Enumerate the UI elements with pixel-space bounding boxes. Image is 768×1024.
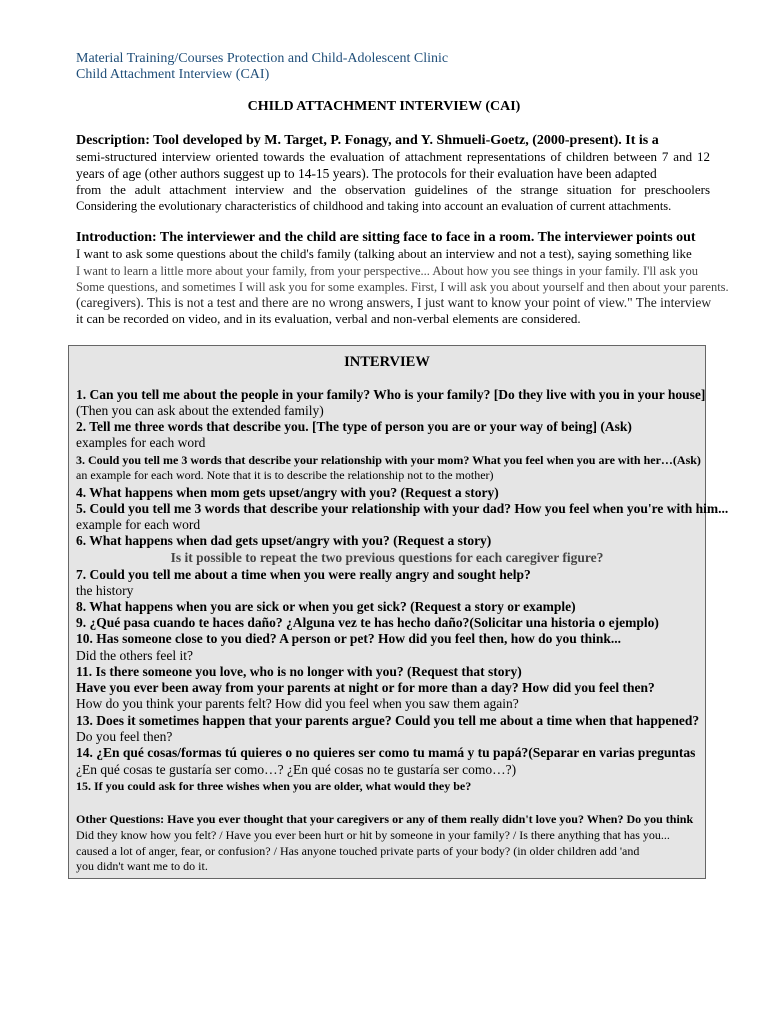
interview-question: 13. Does it sometimes happen that your parents argue? Could you tell me about a time when that happened? [76,713,700,728]
introduction-line: I want to learn a little more about your family, from your perspective... About how you see things in your family. I'll ask you [76,263,699,278]
other-questions-line: you didn't want me to do it. [76,859,208,873]
interview-question: 10. Has someone close to you died? A person or pet? How did you feel then, how do you think... [76,631,622,646]
introduction-line: Some questions, and sometimes I will ask you for some examples. First, I will ask you about yourself and then about your parents. [76,279,729,294]
interview-note: Do you feel then? [76,729,173,744]
description-line: semi-structured interview oriented towards the evaluation of attachment representations of children between 7 and 12 [76,149,710,165]
interview-question: 14. ¿En qué cosas/formas tú quieres o no quieres ser como tu mamá y tu papá?(Separar en varias preguntas [76,745,696,760]
document-title: CHILD ATTACHMENT INTERVIEW (CAI) [247,99,521,114]
interview-question: 1. Can you tell me about the people in your family? Who is your family? [Do they live with you in your house] [76,387,706,402]
interview-question: 7. Could you tell me about a time when you were really angry and sought help? [76,567,531,582]
interview-question: 6. What happens when dad gets upset/angry with you? (Request a story) [76,533,492,548]
interview-question: 11. Is there someone you love, who is no longer with you? (Request that story) [76,664,522,679]
description-line: from the adult attachment interview and the observation guidelines of the strange situation for preschoolers [76,181,710,197]
header-line-1: Material Training/Courses Protection and Child-Adolescent Clinic [76,51,449,66]
introduction-line: (caregivers). This is not a test and there are no wrong answers, I just want to know your point of view." The interview [76,295,712,311]
description-line: years of age (other authors suggest up to 14-15 years). The protocols for their evaluation have been adapted [76,165,657,181]
interview-question: 15. If you could ask for three wishes when you are older, what would they be? [76,779,472,793]
interview-question: 2. Tell me three words that describe you. [The type of person you are or your way of being] (Ask) [76,419,632,434]
interview-repeat-note: Is it possible to repeat the two previous questions for each caregiver figure? [170,550,604,565]
interview-question: 9. ¿Qué pasa cuando te haces daño? ¿Alguna vez te has hecho daño?(Solicitar una historia o ejemplo) [76,615,659,630]
other-questions-line: Did they know how you felt? / Have you ever been hurt or hit by someone in your family? / Is there anything that has you... [76,828,670,842]
interview-box [68,345,729,879]
introduction-line: I want to ask some questions about the child's family (talking about an interview and not a test), saying something like [76,246,692,262]
interview-note: How do you think your parents felt? How did you feel when you saw them again? [76,696,519,711]
interview-question: 3. Could you tell me 3 words that describe your relationship with your mom? What you feel when you are with her…(Ask) [76,453,701,467]
interview-title: INTERVIEW [344,354,430,370]
interview-note: example for each word [76,517,201,532]
header-line-2: Child Attachment Interview (CAI) [76,67,270,82]
other-questions-line: Other Questions: Have you ever thought that your caregivers or any of them really didn't love you? When? Do you think [76,812,694,826]
interview-question: 8. What happens when you are sick or when you get sick? (Request a story or example) [76,599,576,614]
interview-note: Did the others feel it? [76,648,193,663]
interview-question: 4. What happens when mom gets upset/angry with you? (Request a story) [76,485,499,500]
introduction-line: Introduction: The interviewer and the child are sitting face to face in a room. The interviewer points out [76,230,696,245]
interview-note: the history [76,583,134,598]
interview-note: examples for each word [76,435,206,450]
introduction-paragraph [76,230,729,328]
description-paragraph [76,133,710,214]
other-questions-line: caused a lot of anger, fear, or confusion? / Has anyone touched private parts of your body? (in older children add 'and [76,844,640,858]
introduction-line: it can be recorded on video, and in its evaluation, verbal and non-verbal elements are considered. [76,311,581,327]
description-line: Description: Tool developed by M. Target, P. Fonagy, and Y. Shmueli-Goetz, (2000-present). It is a [76,133,659,148]
interview-note: ¿En qué cosas te gustaría ser como…? ¿En qué cosas no te gustaría ser como…?) [76,762,517,777]
interview-question: 5. Could you tell me 3 words that describe your relationship with your dad? How you feel when you're with him... [76,501,729,516]
interview-note: (Then you can ask about the extended family) [76,403,324,418]
description-line: Considering the evolutionary characteristics of childhood and taking into account an evaluation of current attachments. [76,199,672,214]
interview-note: an example for each word. Note that it is to describe the relationship not to the mother) [76,468,494,482]
interview-question: Have you ever been away from your parents at night or for more than a day? How did you feel then? [76,680,655,695]
